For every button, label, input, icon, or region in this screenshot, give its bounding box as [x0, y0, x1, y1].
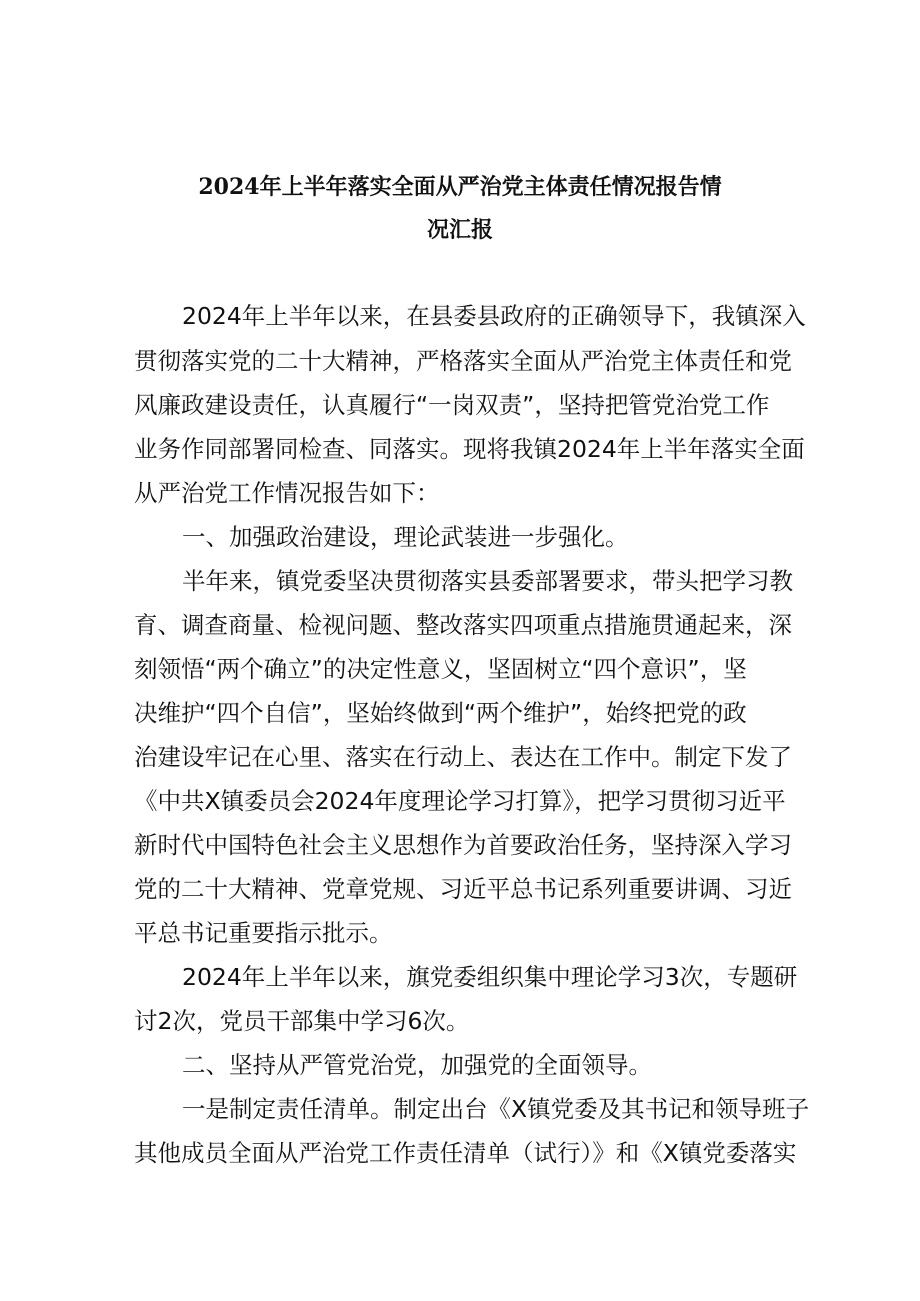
paragraph-line: 新时代中国特色社会主义思想作为首要政治任务，坚持深入学习	[134, 831, 792, 859]
paragraph-line: 风廉政建设责任，认真履行“一岗双责”，坚持把管党治党工作	[134, 391, 770, 419]
paragraph-line: 治建设牢记在心里、落实在行动上、表达在工作中。制定下发了	[134, 743, 792, 771]
paragraph-line: 2024年上半年以来，旗党委组织集中理论学习3次，专题研	[182, 963, 798, 991]
paragraph-line: 育、调查商量、检视问题、整改落实四项重点措施贯通起来，深	[134, 611, 792, 639]
paragraph-line: 一是制定责任清单。制定出台《X镇党委及其书记和领导班子	[182, 1095, 810, 1123]
paragraph-line: 刻领悟“两个确立”的决定性意义，坚固树立“四个意识”，坚	[134, 655, 747, 683]
paragraph-line: 平总书记重要指示批示。	[134, 919, 393, 947]
paragraph-line: 党的二十大精神、党章党规、习近平总书记系列重要讲调、习近	[134, 875, 792, 903]
paragraph-line: 业务作同部署同检查、同落实。现将我镇2024年上半年落实全面	[134, 435, 805, 463]
section-heading: 二、坚持从严管党治党，加强党的全面领导。	[182, 1051, 652, 1079]
paragraph-line: 其他成员全面从严治党工作责任清单（试行）》和《X镇党委落实	[134, 1139, 797, 1167]
paragraph-line: 贯彻落实党的二十大精神，严格落实全面从严治党主体责任和党	[134, 347, 792, 375]
paragraph-line: 从严治党工作情况报告如下：	[134, 479, 440, 507]
paragraph-line: 讨2次，党员干部集中学习6次。	[134, 1007, 470, 1035]
section-heading: 一、加强政治建设，理论武装进一步强化。	[182, 523, 629, 551]
paragraph-line: 半年来，镇党委坚决贯彻落实县委部署要求，带头把学习教	[182, 567, 793, 595]
document-title-line-2: 况汇报	[426, 217, 493, 243]
paragraph-line: 决维护“四个自信”，坚始终做到“两个维护”，始终把党的政	[134, 699, 747, 727]
paragraph-line: 《中共X镇委员会2024年度理论学习打算》，把学习贯彻习近平	[134, 787, 786, 815]
paragraph-line: 2024年上半年以来，在县委县政府的正确领导下，我镇深入	[182, 302, 806, 330]
document-title-line-1: 2024年上半年落实全面从严治党主体责任情况报告情	[198, 174, 722, 200]
